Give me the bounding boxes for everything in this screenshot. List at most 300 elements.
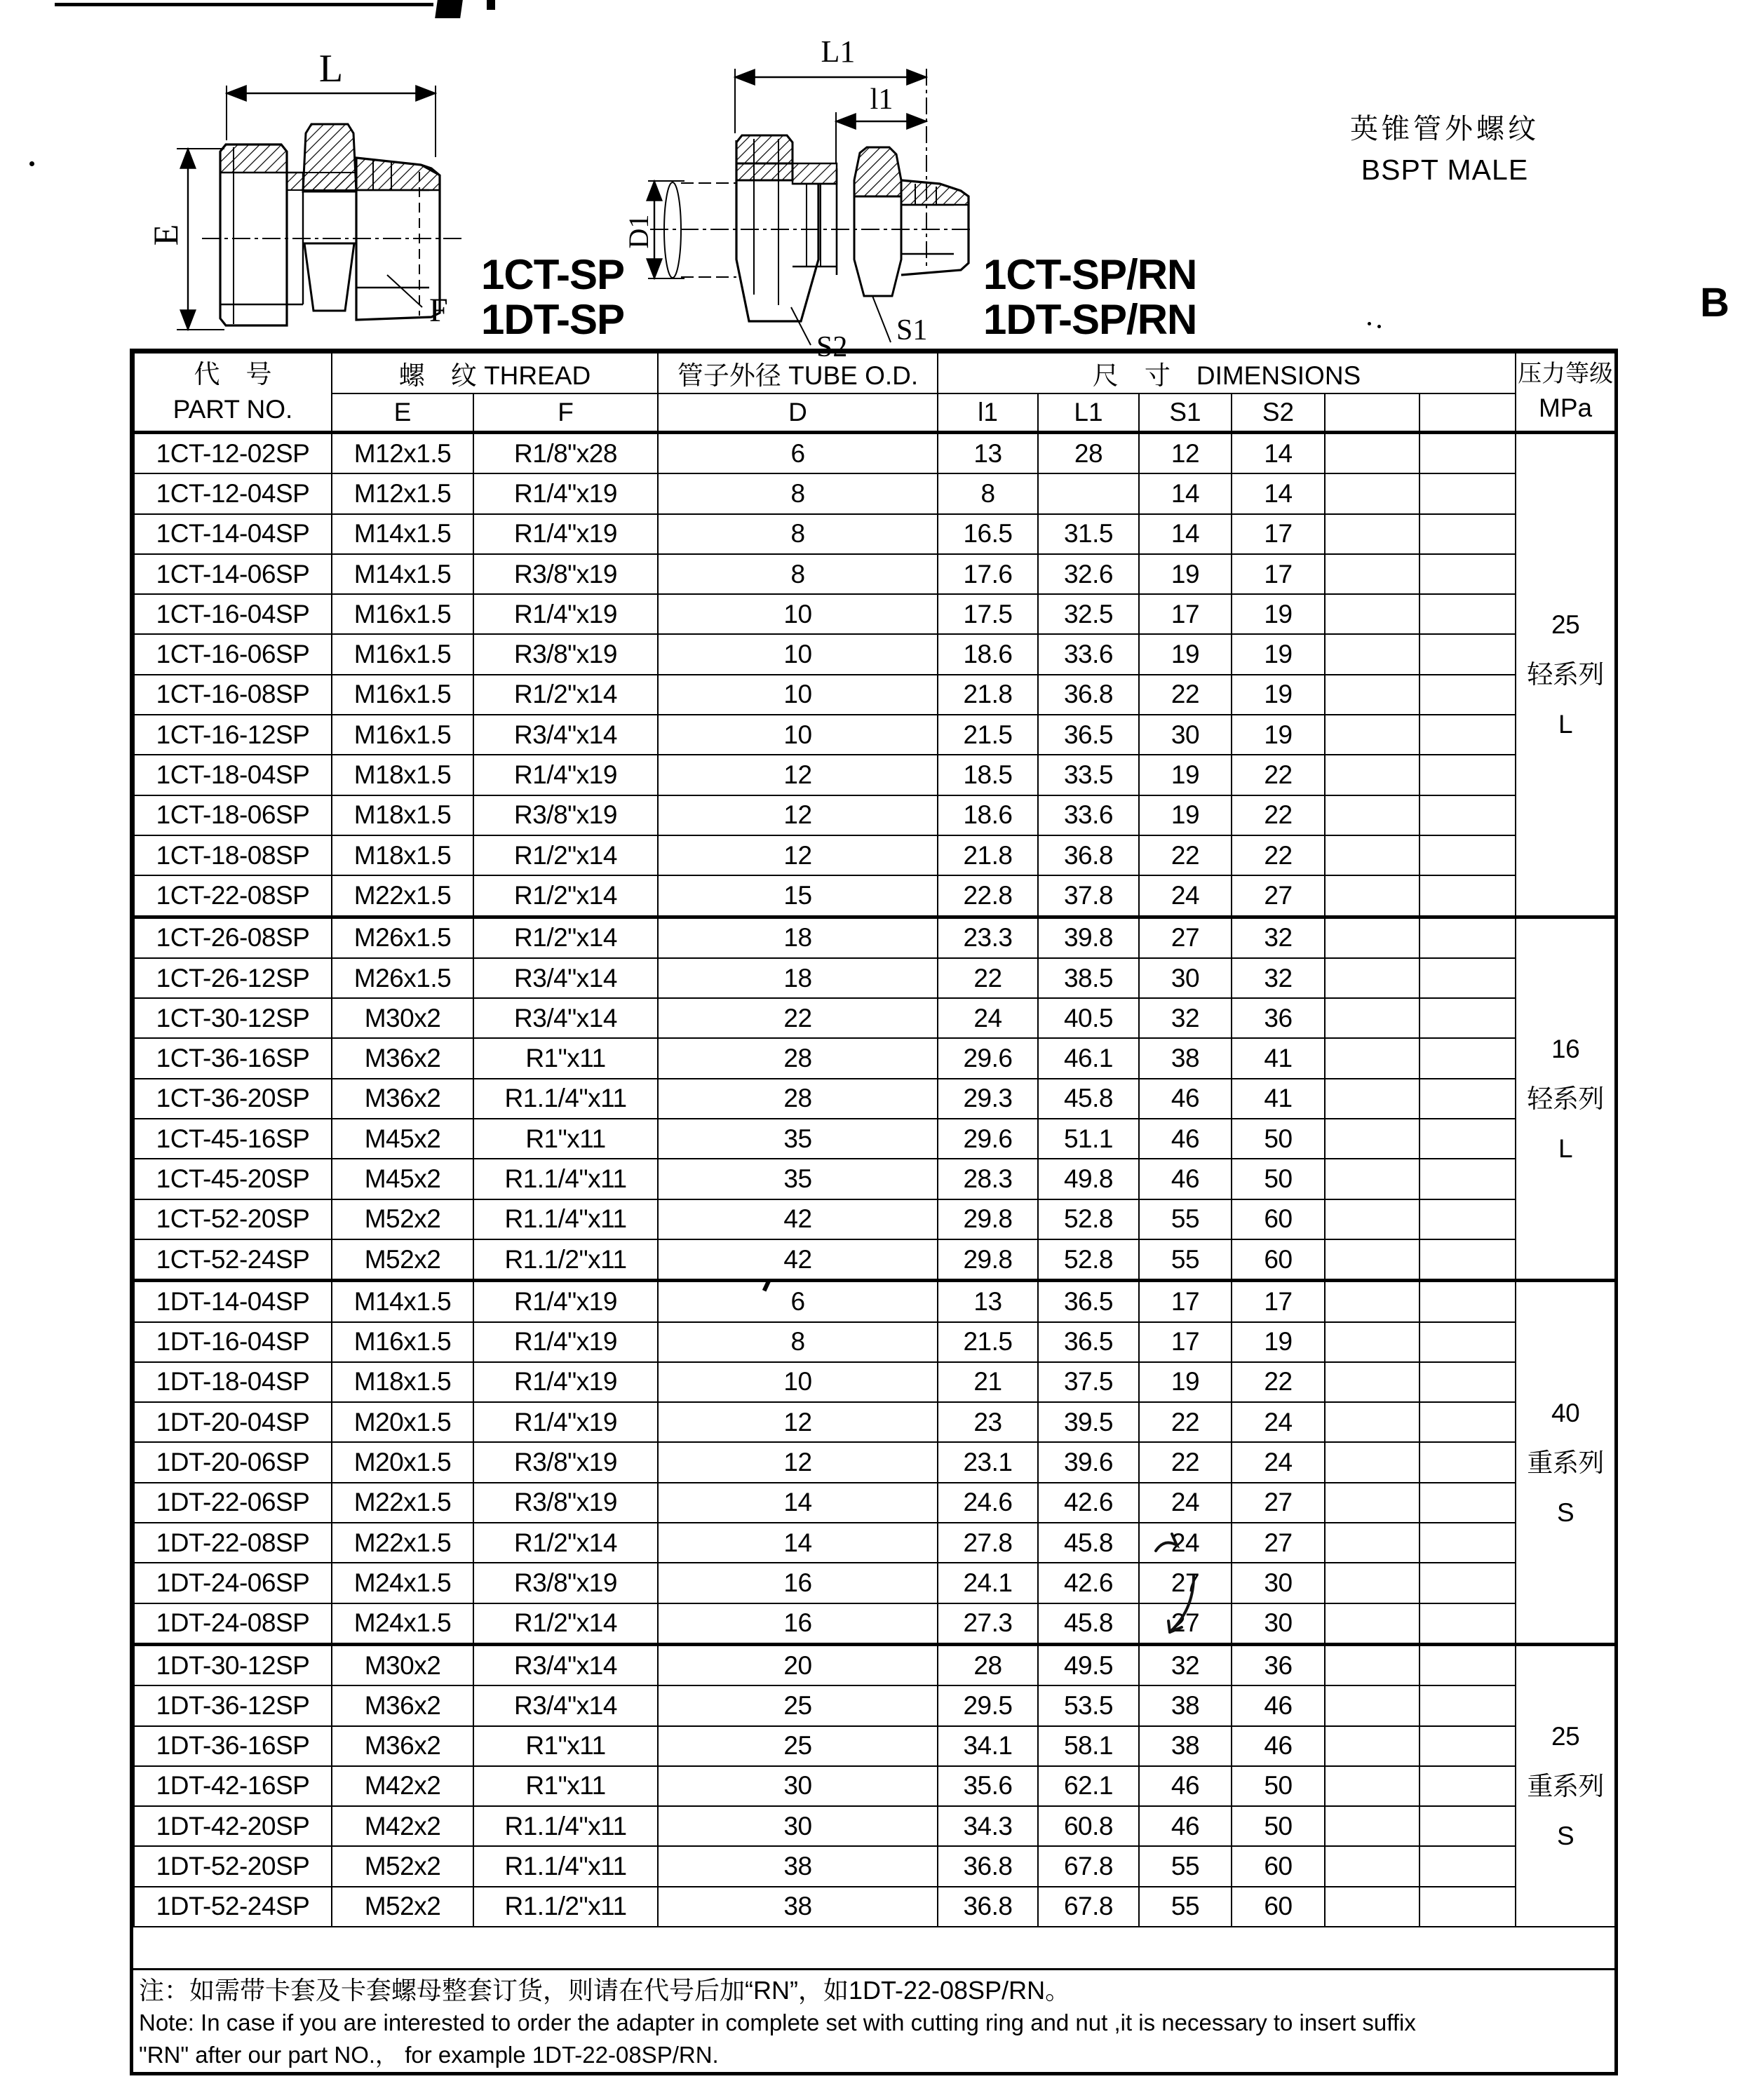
cell-F: R3/8"x19 [473,795,658,835]
cell-E: M20x1.5 [332,1402,473,1442]
cell-E: M22x1.5 [332,1523,473,1563]
cell-S2: 46 [1232,1726,1325,1766]
cell-L1: 45.8 [1038,1603,1139,1645]
cell-S1: 24 [1139,875,1232,917]
table-row [134,1563,1615,1603]
cell-L1: 37.5 [1038,1362,1139,1402]
cell-E: M12x1.5 [332,433,473,474]
cell-l1: 27.8 [938,1523,1038,1563]
cell-F: R3/4"x14 [473,1644,658,1685]
cell-empty [1419,1199,1516,1239]
cell-S1: 12 [1139,433,1232,474]
cell-L1: 31.5 [1038,514,1139,554]
cell-S1: 38 [1139,1685,1232,1725]
cell-D: 8 [658,473,938,513]
cell-F: R1.1/4"x11 [473,1159,658,1199]
table-row [134,1402,1615,1442]
cell-l1: 17.5 [938,594,1038,634]
cell-part: 1DT-20-04SP [134,1402,332,1442]
model-1dt-sp: 1DT-SP [481,296,625,343]
cell-S1: 30 [1139,958,1232,998]
cell-E: M16x1.5 [332,675,473,715]
cell-S1: 19 [1139,1362,1232,1402]
cell-part: 1DT-52-24SP [134,1887,332,1927]
cell-empty [1325,875,1419,917]
cell-L1: 36.5 [1038,715,1139,755]
cell-L1: 33.5 [1038,755,1139,795]
cell-E: M14x1.5 [332,554,473,594]
cell-l1: 21.5 [938,1322,1038,1362]
cell-E: M22x1.5 [332,875,473,917]
table-row [134,1726,1615,1766]
cell-L1: 32.6 [1038,554,1139,594]
table-row [134,917,1615,958]
pressure-line: 重系列 [1527,1771,1604,1801]
col-header-dimensions: 尺 寸 DIMENSIONS [938,353,1516,393]
cell-empty [1325,1766,1419,1806]
cell-empty [1325,835,1419,875]
cell-F: R3/4"x14 [473,958,658,998]
cell-empty [1325,795,1419,835]
cell-D: 8 [658,1322,938,1362]
pressure-line: S [1556,1821,1574,1850]
cell-empty [1325,433,1419,474]
cell-empty [1325,1483,1419,1523]
cell-S2: 46 [1232,1685,1325,1725]
cell-part: 1CT-22-08SP [134,875,332,917]
cell-part: 1DT-14-04SP [134,1281,332,1322]
cell-S1: 22 [1139,1442,1232,1482]
cell-E: M26x1.5 [332,958,473,998]
cell-l1: 23.3 [938,917,1038,958]
cell-E: M36x2 [332,1726,473,1766]
cell-D: 16 [658,1603,938,1645]
cell-part: 1CT-16-08SP [134,675,332,715]
pressure-line: L [1558,710,1573,739]
cell-F: R1/4"x19 [473,473,658,513]
cell-part: 1DT-22-08SP [134,1523,332,1563]
cell-empty [1419,1726,1516,1766]
cell-part: 1DT-42-16SP [134,1766,332,1806]
cell-S2: 22 [1232,755,1325,795]
cell-S2: 60 [1232,1199,1325,1239]
cell-E: M20x1.5 [332,1442,473,1482]
model-labels-right [983,253,1196,342]
cell-L1: 46.1 [1038,1038,1139,1078]
cell-L1: 62.1 [1038,1766,1139,1806]
cell-S1: 32 [1139,1644,1232,1685]
cell-S2: 14 [1232,473,1325,513]
cell-E: M18x1.5 [332,795,473,835]
cell-D: 12 [658,755,938,795]
col-header-part-no: 代 号 PART NO. [134,353,332,433]
cell-E: M18x1.5 [332,1362,473,1402]
cell-F: R1/2"x14 [473,1603,658,1645]
cell-part: 1CT-14-06SP [134,554,332,594]
cell-L1: 42.6 [1038,1483,1139,1523]
cell-S2: 19 [1232,1322,1325,1362]
cell-L1: 45.8 [1038,1523,1139,1563]
note-line-cn: 注：如需带卡套及卡套螺母整套订货，则请在代号后加“RN”，如1DT-22-08SP/RN。 [139,1976,1071,2005]
spec-table [133,352,1616,1927]
cell-S1: 46 [1139,1766,1232,1806]
cell-L1: 38.5 [1038,958,1139,998]
cell-empty [1419,1239,1516,1281]
cell-part: 1DT-18-04SP [134,1362,332,1402]
cell-empty [1325,958,1419,998]
table-row [134,473,1615,513]
spec-table-frame [130,349,1618,2075]
cell-l1: 21.8 [938,675,1038,715]
table-row [134,958,1615,998]
cell-E: M18x1.5 [332,755,473,795]
cell-l1: 34.1 [938,1726,1038,1766]
section-letter: B [1700,280,1729,325]
cell-l1: 29.6 [938,1119,1038,1159]
cell-empty [1325,1726,1419,1766]
cell-E: M52x2 [332,1887,473,1927]
cell-D: 38 [658,1887,938,1927]
cell-L1: 36.5 [1038,1322,1139,1362]
cell-S2: 36 [1232,998,1325,1038]
cell-empty [1325,755,1419,795]
title-block [1350,107,1539,187]
cell-S2: 22 [1232,795,1325,835]
cell-part: 1CT-36-20SP [134,1079,332,1119]
cell-L1: 39.6 [1038,1442,1139,1482]
cell-F: R1/4"x19 [473,755,658,795]
cell-D: 28 [658,1038,938,1078]
cell-empty [1419,1766,1516,1806]
cell-E: M36x2 [332,1038,473,1078]
cell-F: R1/4"x19 [473,1322,658,1362]
cell-E: M45x2 [332,1159,473,1199]
cell-part: 1DT-16-04SP [134,1322,332,1362]
cell-empty [1325,715,1419,755]
cell-empty [1419,1483,1516,1523]
cell-S2: 24 [1232,1402,1325,1442]
table-row [134,1523,1615,1563]
cell-S2: 19 [1232,715,1325,755]
cell-S1: 22 [1139,835,1232,875]
cell-empty [1325,1603,1419,1645]
cell-S2: 50 [1232,1766,1325,1806]
cell-l1: 18.6 [938,795,1038,835]
table-row [134,1119,1615,1159]
cell-F: R1/2"x14 [473,1523,658,1563]
cell-S1: 19 [1139,634,1232,674]
dim-label-F: F [429,292,448,329]
cell-D: 8 [658,554,938,594]
subcol-s2: S2 [1232,393,1325,433]
cell-S2: 36 [1232,1644,1325,1685]
cell-E: M52x2 [332,1846,473,1886]
cell-part: 1CT-18-04SP [134,755,332,795]
dim-label-S1: S1 [896,314,928,346]
cell-S2: 17 [1232,554,1325,594]
cell-D: 16 [658,1563,938,1603]
pressure-group-cell [1516,433,1615,917]
scan-artifact-line [55,3,433,6]
col-header-tube-od: 管子外径 TUBE O.D. [658,353,938,393]
dim-label-S2: S2 [816,331,848,361]
cell-empty [1325,1199,1419,1239]
cell-S1: 55 [1139,1887,1232,1927]
cell-S1: 46 [1139,1806,1232,1846]
table-row [134,1442,1615,1482]
cell-E: M16x1.5 [332,594,473,634]
scan-artifact-mark [435,0,463,18]
cell-l1: 24.6 [938,1483,1038,1523]
cell-D: 42 [658,1239,938,1281]
cell-D: 8 [658,514,938,554]
cell-L1: 39.8 [1038,917,1139,958]
cell-l1: 28.3 [938,1159,1038,1199]
pressure-group-cell [1516,1644,1615,1927]
cell-E: M12x1.5 [332,473,473,513]
cell-part: 1CT-16-06SP [134,634,332,674]
cell-S1: 24 [1139,1483,1232,1523]
cell-part: 1CT-26-12SP [134,958,332,998]
cell-empty [1419,998,1516,1038]
cell-S2: 50 [1232,1159,1325,1199]
cell-empty [1419,1806,1516,1846]
cell-S2: 27 [1232,1523,1325,1563]
cell-F: R3/4"x14 [473,998,658,1038]
table-row [134,755,1615,795]
cell-part: 1DT-30-12SP [134,1644,332,1685]
cell-D: 10 [658,1362,938,1402]
pressure-line: 16 [1551,1034,1580,1063]
table-row [134,1766,1615,1806]
cell-F: R1"x11 [473,1038,658,1078]
cell-empty [1325,473,1419,513]
cell-S1: 55 [1139,1199,1232,1239]
cell-empty [1325,1644,1419,1685]
cell-D: 6 [658,433,938,474]
pressure-line: 25 [1551,610,1580,640]
cell-L1: 39.5 [1038,1402,1139,1442]
cell-D: 10 [658,634,938,674]
cell-empty [1325,1563,1419,1603]
subcol-empty [1325,393,1419,433]
cell-l1: 29.3 [938,1079,1038,1119]
scan-artifact-dot [1368,322,1371,325]
cell-part: 1DT-36-16SP [134,1726,332,1766]
cell-S2: 27 [1232,1483,1325,1523]
cell-part: 1CT-14-04SP [134,514,332,554]
page-title-en: BSPT MALE [1361,154,1529,186]
cell-S1: 55 [1139,1846,1232,1886]
cell-empty [1419,1159,1516,1199]
cell-empty [1419,634,1516,674]
cell-S1: 22 [1139,1402,1232,1442]
cell-empty [1325,1239,1419,1281]
cell-part: 1CT-16-12SP [134,715,332,755]
cell-E: M30x2 [332,1644,473,1685]
pressure-line: 轻系列 [1527,1084,1604,1113]
cell-L1: 51.1 [1038,1119,1139,1159]
table-row [134,1079,1615,1119]
cell-l1: 27.3 [938,1603,1038,1645]
cell-F: R3/8"x19 [473,634,658,674]
cell-D: 10 [658,675,938,715]
cell-l1: 36.8 [938,1887,1038,1927]
cell-part: 1DT-36-12SP [134,1685,332,1725]
cell-part: 1DT-24-08SP [134,1603,332,1645]
cell-empty [1419,795,1516,835]
cell-S1: 46 [1139,1119,1232,1159]
cell-F: R1.1/4"x11 [473,1846,658,1886]
model-labels-left [481,253,624,342]
cell-E: M16x1.5 [332,715,473,755]
cell-empty [1325,1362,1419,1402]
cell-part: 1CT-36-16SP [134,1038,332,1078]
table-row [134,875,1615,917]
cell-part: 1CT-52-20SP [134,1199,332,1239]
page-title-cn: 英锥管外螺纹 [1350,114,1539,144]
dim-label-l1: l1 [870,83,893,116]
table-row [134,1806,1615,1846]
cell-l1: 29.6 [938,1038,1038,1078]
cell-empty [1325,675,1419,715]
cell-S2: 24 [1232,1442,1325,1482]
cell-E: M52x2 [332,1239,473,1281]
cell-empty [1419,1563,1516,1603]
dim-label-E: E [146,224,185,246]
cell-D: 25 [658,1685,938,1725]
cell-empty [1325,1119,1419,1159]
subcol-s1: S1 [1139,393,1232,433]
scan-artifact-dot [1377,325,1381,328]
cell-S2: 22 [1232,1362,1325,1402]
cell-E: M22x1.5 [332,1483,473,1523]
cell-S1: 30 [1139,715,1232,755]
col-header-thread: 螺 纹 THREAD [332,353,658,393]
cell-part: 1DT-52-20SP [134,1846,332,1886]
table-row [134,1159,1615,1199]
model-1ct-sp: 1CT-SP [481,251,625,298]
cell-S1: 22 [1139,675,1232,715]
cell-empty [1419,473,1516,513]
cell-E: M16x1.5 [332,634,473,674]
cell-D: 10 [658,594,938,634]
cell-L1: 49.8 [1038,1159,1139,1199]
pen-marks [1143,1526,1234,1659]
cell-D: 15 [658,875,938,917]
cell-l1: 22.8 [938,875,1038,917]
cell-empty [1419,675,1516,715]
cell-part: 1CT-26-08SP [134,917,332,958]
subcol-empty [1419,393,1516,433]
cell-L1: 33.6 [1038,795,1139,835]
cell-l1: 23.1 [938,1442,1038,1482]
cell-L1: 49.5 [1038,1644,1139,1685]
subcol-e: E [332,393,473,433]
table-row [134,835,1615,875]
cell-empty [1419,1442,1516,1482]
cell-empty [1419,594,1516,634]
cell-F: R1/2"x14 [473,835,658,875]
cell-S1: 17 [1139,1281,1232,1322]
cell-empty [1419,1523,1516,1563]
cell-E: M16x1.5 [332,1322,473,1362]
cell-S1: 14 [1139,473,1232,513]
table-row [134,433,1615,474]
cell-F: R1.1/4"x11 [473,1079,658,1119]
cell-empty [1325,634,1419,674]
cell-S1: 17 [1139,1322,1232,1362]
table-row [134,1685,1615,1725]
cell-D: 30 [658,1766,938,1806]
table-row [134,594,1615,634]
cell-D: 12 [658,795,938,835]
cell-S1: 46 [1139,1159,1232,1199]
cell-empty [1419,433,1516,474]
cell-L1: 67.8 [1038,1887,1139,1927]
cell-E: M52x2 [332,1199,473,1239]
cell-E: M36x2 [332,1685,473,1725]
cell-L1: 36.8 [1038,675,1139,715]
cell-empty [1419,917,1516,958]
cell-L1: 52.8 [1038,1199,1139,1239]
cell-empty [1419,1079,1516,1119]
cell-l1: 35.6 [938,1766,1038,1806]
cell-l1: 21.5 [938,715,1038,755]
cell-F: R1/8"x28 [473,433,658,474]
table-row [134,1362,1615,1402]
cell-empty [1325,1038,1419,1078]
cell-l1: 18.6 [938,634,1038,674]
cell-D: 6 [658,1281,938,1322]
cell-D: 20 [658,1644,938,1685]
cell-F: R1/2"x14 [473,917,658,958]
table-row [134,1322,1615,1362]
table-row [134,795,1615,835]
cell-F: R1/4"x19 [473,594,658,634]
cell-S2: 19 [1232,594,1325,634]
subcol-d: D [658,393,938,433]
cell-S1: 27 [1139,917,1232,958]
cell-L1: 52.8 [1038,1239,1139,1281]
cell-S2: 32 [1232,917,1325,958]
table-row [134,1846,1615,1886]
cell-D: 12 [658,835,938,875]
dim-label-L1: L1 [821,34,856,69]
cell-F: R3/8"x19 [473,554,658,594]
cell-L1: 28 [1038,433,1139,474]
table-row [134,634,1615,674]
cell-S1: 38 [1139,1038,1232,1078]
cell-empty [1419,835,1516,875]
cell-D: 25 [658,1726,938,1766]
cell-E: M24x1.5 [332,1563,473,1603]
cell-empty [1419,1887,1516,1927]
cell-l1: 36.8 [938,1846,1038,1886]
pressure-line: S [1556,1497,1574,1527]
cell-l1: 29.8 [938,1199,1038,1239]
col-header-pressure: 压力等级 MPa [1516,353,1615,433]
cell-l1: 17.6 [938,554,1038,594]
cell-E: M14x1.5 [332,514,473,554]
cell-F: R1.1/2"x11 [473,1887,658,1927]
cell-empty [1419,1402,1516,1442]
cell-l1: 21.8 [938,835,1038,875]
cell-l1: 24.1 [938,1563,1038,1603]
table-row [134,1199,1615,1239]
cell-part: 1CT-30-12SP [134,998,332,1038]
cell-S2: 17 [1232,514,1325,554]
